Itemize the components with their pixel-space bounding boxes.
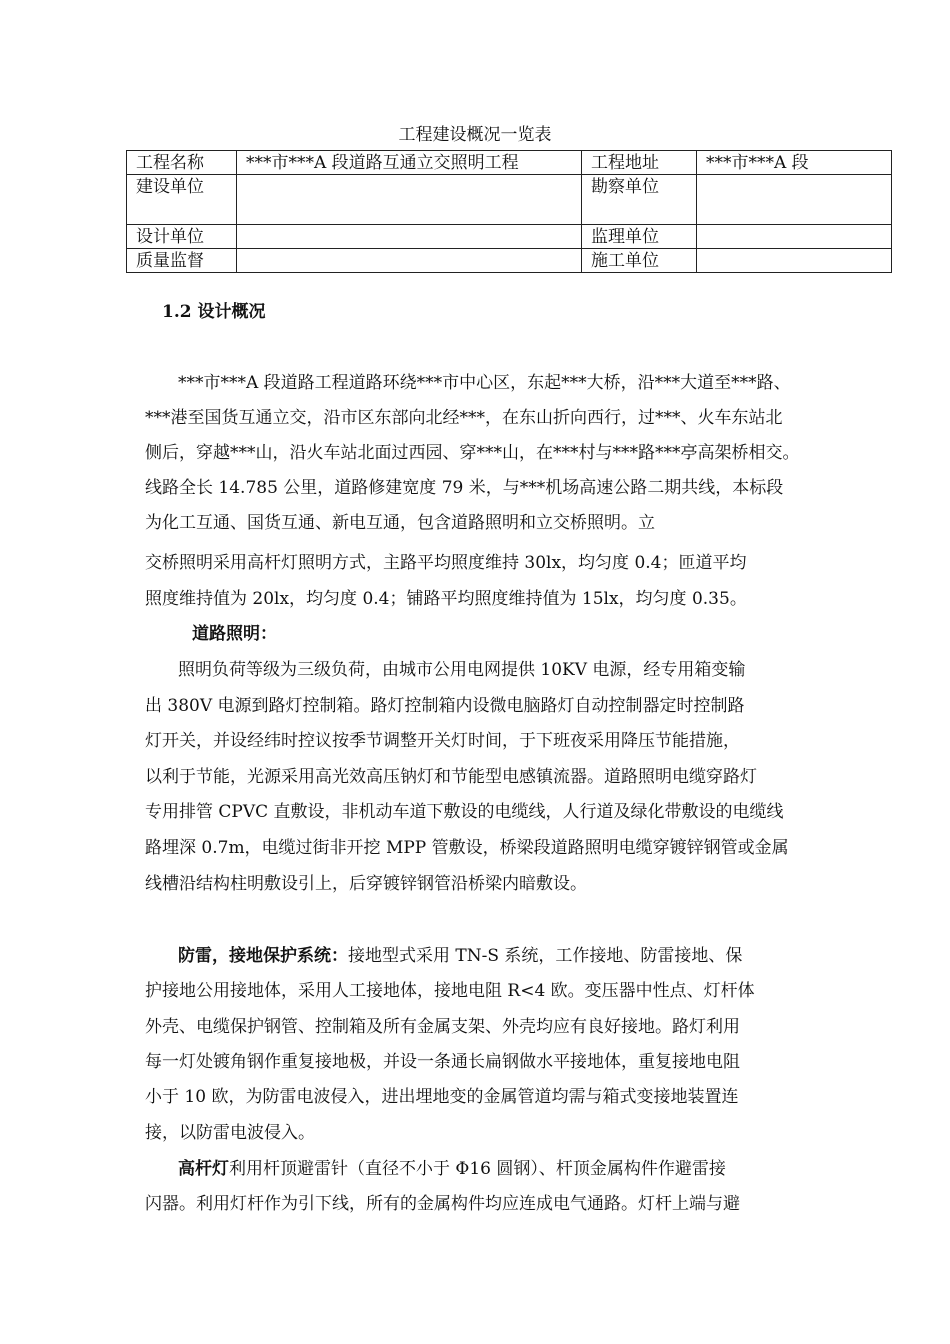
paragraph-line: 专用排管 CPVC 直敷设，非机动车道下敷设的电缆线，人行道及绿化带敷设的电缆线 <box>145 802 784 822</box>
paragraph-line: 交桥照明采用高杆灯照明方式，主路平均照度维持 30lx，均匀度 0.4；匝道平均 <box>145 553 747 573</box>
table-cell <box>237 175 582 225</box>
subsection-heading: 道路照明： <box>192 624 277 644</box>
paragraph-line: 为化工互通、国货互通、新电互通，包含道路照明和立交桥照明。立 <box>145 513 655 533</box>
table-cell <box>237 249 582 273</box>
paragraph-line: 灯开关，并设经纬时控议按季节调整开关灯时间，于下班夜采用降压节能措施， <box>145 731 740 751</box>
paragraph-line: 线槽沿结构柱明敷设引上，后穿镀锌钢管沿桥梁内暗敷设。 <box>145 874 587 894</box>
paragraph-line: ***港至国货互通立交，沿市区东部向北经***，在东山折向西行，过***、火车东站北 <box>145 408 783 428</box>
table-row <box>127 175 892 225</box>
paragraph-line: 每一灯处镀角钢作重复接地极，并设一条通长扁钢做水平接地体，重复接地电阻 <box>145 1052 740 1072</box>
paragraph-line: 出 380V 电源到路灯控制箱。路灯控制箱内设微电脑路灯自动控制器定时控制路 <box>145 696 745 716</box>
table-cell: 工程地址 <box>582 151 697 175</box>
overview-table <box>126 150 892 273</box>
paragraph-text: 接地型式采用 TN-S 系统，工作接地、防雷接地、保 <box>348 946 743 966</box>
table-row <box>127 225 892 249</box>
paragraph-line: ***市***A 段道路工程道路环绕***市中心区，东起***大桥，沿***大道至***路、 <box>178 373 791 393</box>
table-cell <box>697 225 892 249</box>
table-cell: 质量监督 <box>127 249 237 273</box>
table-cell <box>237 225 582 249</box>
paragraph-line: 外壳、电缆保护钢管、控制箱及所有金属支架、外壳均应有良好接地。路灯利用 <box>145 1017 740 1037</box>
paragraph-line: 照度维持值为 20lx，均匀度 0.4；铺路平均照度维持值为 15lx，均匀度 0.35。 <box>145 589 747 609</box>
paragraph-line: 接，以防雷电波侵入。 <box>145 1123 315 1143</box>
paragraph-line: 路埋深 0.7m，电缆过街非开挖 MPP 管敷设，桥梁段道路照明电缆穿镀锌钢管或金属 <box>145 838 789 858</box>
table-cell: 建设单位 <box>127 175 237 225</box>
table-cell: 施工单位 <box>582 249 697 273</box>
table-cell <box>697 175 892 225</box>
paragraph-line: 侧后，穿越***山，沿火车站北面过西园、穿***山，在***村与***路***亭高架桥相交。 <box>145 443 800 463</box>
table-row <box>127 249 892 273</box>
paragraph-line: 照明负荷等级为三级负荷，由城市公用电网提供 10KV 电源，经专用箱变输 <box>178 660 746 680</box>
paragraph-line <box>178 944 742 968</box>
paragraph-line: 护接地公用接地体，采用人工接地体，接地电阻 R<4 欧。变压器中性点、灯杆体 <box>145 981 755 1001</box>
table-cell: ***市***A 段 <box>697 151 892 175</box>
table-title: 工程建设概况一览表 <box>398 125 552 145</box>
table-cell <box>697 249 892 273</box>
paragraph-line: 线路全长 14.785 公里，道路修建宽度 79 米，与***机场高速公路二期共线，本标段 <box>145 478 784 498</box>
paragraph-line: 以利于节能，光源采用高光效高压钠灯和节能型电感镇流器。道路照明电缆穿路灯 <box>145 767 757 787</box>
paragraph-line: 小于 10 欧，为防雷电波侵入，进出埋地变的金属管道均需与箱式变接地装置连 <box>145 1087 739 1107</box>
table-cell: 工程名称 <box>127 151 237 175</box>
paragraph-line <box>178 1157 726 1181</box>
table-cell: 勘察单位 <box>582 175 697 225</box>
paragraph-text: 利用杆顶避雷针（直径不小于 Φ16 圆钢）、杆顶金属构件作避雷接 <box>229 1159 726 1179</box>
section-heading: 1.2 设计概况 <box>162 302 266 322</box>
subsection-heading: 防雷，接地保护系统： <box>178 946 348 966</box>
table-cell: ***市***A 段道路互通立交照明工程 <box>237 151 582 175</box>
paragraph-line: 闪器。利用灯杆作为引下线，所有的金属构件均应连成电气通路。灯杆上端与避 <box>145 1194 740 1214</box>
table-cell: 设计单位 <box>127 225 237 249</box>
table-row <box>127 151 892 175</box>
table-cell: 监理单位 <box>582 225 697 249</box>
subsection-heading: 高杆灯 <box>178 1159 229 1179</box>
